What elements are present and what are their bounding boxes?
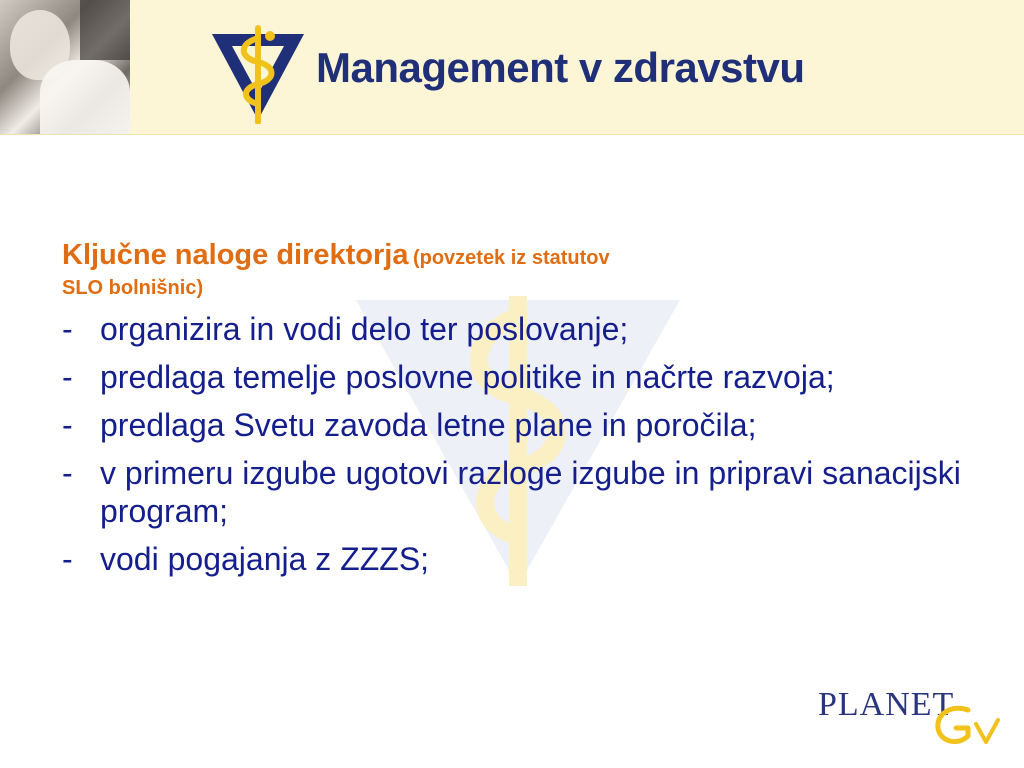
bullet-dash: -: [62, 455, 73, 492]
list-item-text: predlaga temelje poslovne politike in načrte razvoja;: [100, 359, 835, 396]
list-item-text: predlaga Svetu zavoda letne plane in poročila;: [100, 407, 757, 444]
list-item: [62, 358, 962, 396]
header-banner: [0, 0, 1024, 135]
bullet-dash: -: [62, 359, 73, 396]
bullet-dash: -: [62, 407, 73, 444]
heading-main: Ključne naloge direktorja: [62, 239, 409, 271]
caduceus-logo-icon: [210, 24, 306, 124]
heading-sub-part2: SLO bolnišnic): [62, 277, 204, 300]
heading-sub-part1: (povzetek iz statutov: [412, 247, 610, 269]
gv-logo-mark-icon: [930, 700, 1010, 750]
bullet-dash: -: [62, 541, 73, 578]
bullet-dash: -: [62, 311, 73, 348]
list-item-text: v primeru izgube ugotovi razloge izgube in pripravi sanacijski program;: [100, 455, 961, 530]
list-item: [62, 540, 962, 578]
list-item: [62, 310, 962, 348]
planet-gv-logo: [818, 684, 1008, 754]
task-list: [62, 310, 962, 578]
content-block: [62, 236, 962, 588]
list-item: [62, 406, 962, 444]
list-item-text: organizira in vodi delo ter poslovanje;: [100, 311, 629, 348]
section-heading: [62, 236, 962, 302]
planet-logo-text: PLANET: [818, 686, 955, 723]
list-item: [62, 454, 962, 530]
list-item-text: vodi pogajanja z ZZZS;: [100, 541, 430, 578]
header-photo: [0, 0, 130, 134]
page-title: Management v zdravstvu: [316, 44, 805, 91]
